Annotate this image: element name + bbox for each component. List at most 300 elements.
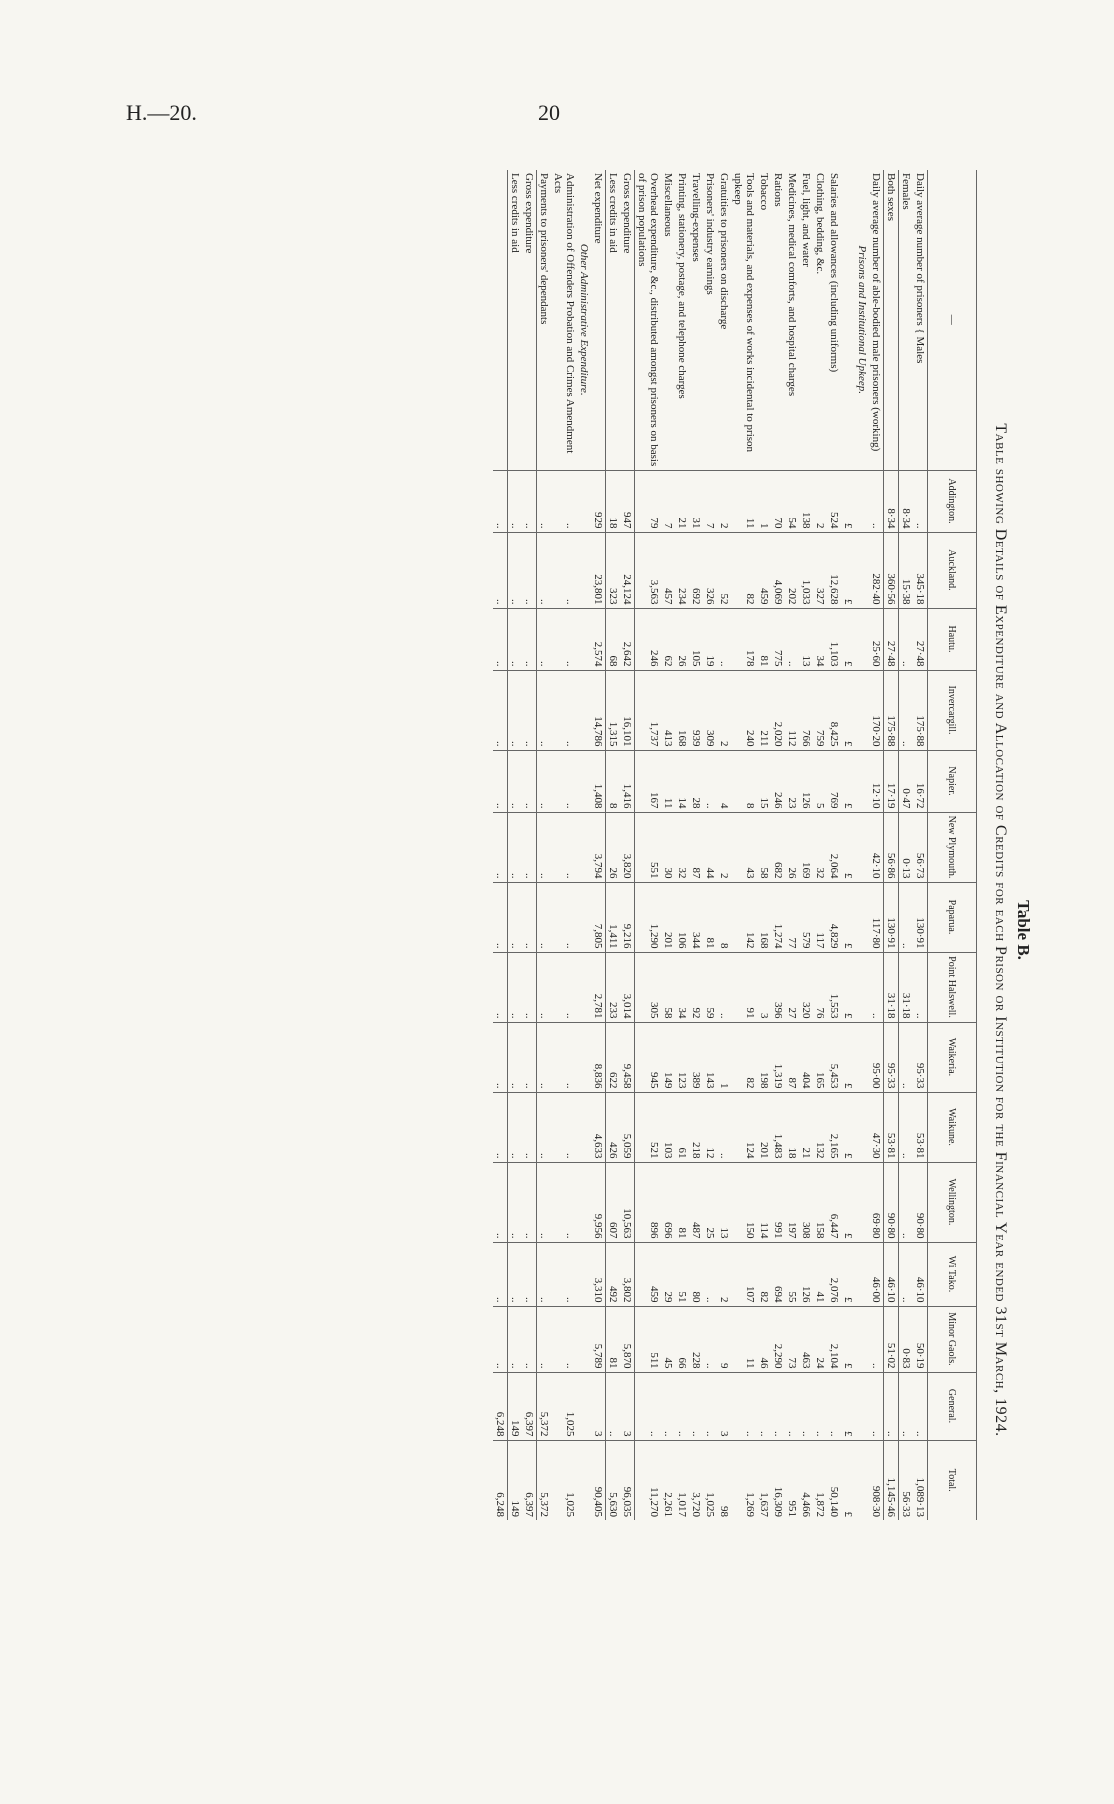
table-cell: 69·80 [869, 1162, 884, 1242]
table-cell: 87 [785, 1022, 799, 1092]
table-cell: .. [537, 882, 552, 952]
empty-cell [577, 812, 591, 882]
table-cell: £ [841, 1162, 855, 1242]
table-cell: .. [869, 1306, 884, 1372]
empty-cell [855, 1022, 869, 1092]
table-cell: 51 [675, 1242, 689, 1306]
table-cell: 5 [813, 750, 827, 812]
table-cell: 24,124 [620, 532, 635, 608]
table-cell: 2,574 [591, 608, 606, 670]
row-label: Printing, stationery, postage, and telephone charges [676, 173, 688, 399]
table-cell: 3,720 [689, 1440, 703, 1520]
table-cell: 775 [771, 608, 785, 670]
table-cell: .. [522, 1242, 537, 1306]
table-cell: 1,319 [771, 1022, 785, 1092]
row-label: Gratuities to prisoners on discharge [718, 173, 730, 330]
table-cell: 34 [675, 952, 689, 1022]
table-cell: .. [913, 470, 928, 532]
table-row [537, 170, 552, 1520]
table-cell: 138 [799, 470, 813, 532]
table-cell: 31·18 [884, 952, 899, 1022]
table-cell: 58 [757, 812, 771, 882]
table-cell: 327 [813, 532, 827, 608]
table-cell: 2 [717, 670, 731, 750]
table-cell: .. [508, 1306, 523, 1372]
table-cell: 12·10 [869, 750, 884, 812]
table-cell: 487 [689, 1162, 703, 1242]
table-cell: 3 [591, 1372, 606, 1440]
table-cell: 126 [799, 750, 813, 812]
row-label: Clothing, bedding, &c. [814, 173, 826, 275]
table-cell: 246 [635, 608, 662, 670]
table-cell: .. [551, 532, 577, 608]
table-cell: 19 [703, 608, 717, 670]
table-cell: £ [841, 750, 855, 812]
table-cell: .. [884, 1372, 899, 1440]
section-row [855, 170, 869, 1520]
table-cell: .. [537, 608, 552, 670]
table-cell: .. [522, 1162, 537, 1242]
table-cell: 21 [799, 1092, 813, 1162]
table-cell: 43 [731, 812, 757, 882]
table-cell: .. [717, 1092, 731, 1162]
table-cell: 1,416 [620, 750, 635, 812]
table-cell: 62 [661, 608, 675, 670]
table-cell: 58 [661, 952, 675, 1022]
table-cell: .. [785, 1372, 799, 1440]
table-cell: 52 [717, 532, 731, 608]
table-cell: £ [841, 1242, 855, 1306]
table-cell: 51·02 [884, 1306, 899, 1372]
table-cell: 3,794 [591, 812, 606, 882]
table-cell: .. [757, 1372, 771, 1440]
table-row [591, 170, 606, 1520]
table-cell: 492 [606, 1242, 621, 1306]
row-label: Gross expenditure [620, 170, 635, 470]
table-cell: .. [799, 1372, 813, 1440]
table-cell: 41 [813, 1242, 827, 1306]
table-cell: 4,466 [799, 1440, 813, 1520]
table-cell: 5,630 [606, 1440, 621, 1520]
table-cell: 165 [813, 1022, 827, 1092]
table-cell: 951 [785, 1440, 799, 1520]
table-cell: £ [841, 1092, 855, 1162]
row-label: Travelling-expenses [690, 173, 702, 262]
table-cell: 91 [731, 952, 757, 1022]
empty-cell [577, 952, 591, 1022]
table-row [508, 170, 523, 1520]
table-cell: .. [606, 1372, 621, 1440]
table-cell: 73 [785, 1306, 799, 1372]
empty-cell [855, 812, 869, 882]
table-cell: .. [913, 952, 928, 1022]
column-header: Paparua. [928, 882, 977, 952]
table-cell: .. [551, 1162, 577, 1242]
table-cell: 1,411 [606, 882, 621, 952]
table-cell: 112 [785, 670, 799, 750]
table-cell: 45 [661, 1306, 675, 1372]
table-cell: 6,397 [522, 1440, 537, 1520]
table-cell: 56·33 [899, 1440, 914, 1520]
table-cell: 2 [813, 470, 827, 532]
table-cell: 27·48 [913, 608, 928, 670]
table-cell: 1 [717, 1022, 731, 1092]
table-row [869, 170, 884, 1520]
table-cell: 7 [661, 470, 675, 532]
table-row [703, 170, 717, 1520]
table-cell: 16,101 [620, 670, 635, 750]
row-label [841, 170, 855, 470]
table-cell: 32 [813, 812, 827, 882]
table-cell: 197 [785, 1162, 799, 1242]
table-cell: 1,017 [675, 1440, 689, 1520]
table-cell: 8·34 [899, 470, 914, 532]
table-cell: 47·30 [869, 1092, 884, 1162]
table-cell: 44 [703, 812, 717, 882]
table-cell: 389 [689, 1022, 703, 1092]
table-cell: 117 [813, 882, 827, 952]
table-cell: .. [493, 670, 508, 750]
table-cell: .. [522, 812, 537, 882]
table-cell: 201 [661, 882, 675, 952]
table-cell: .. [913, 1372, 928, 1440]
row-label: Payments to prisoners' dependants [538, 173, 550, 325]
table-cell: 947 [620, 470, 635, 532]
table-cell: 5,789 [591, 1306, 606, 1372]
table-cell: 202 [785, 532, 799, 608]
table-cell: 15 [757, 750, 771, 812]
table-cell: 2 [717, 470, 731, 532]
table-cell: 95·33 [913, 1022, 928, 1092]
table-cell: 132 [813, 1092, 827, 1162]
table-cell: 66 [675, 1306, 689, 1372]
table-cell: .. [493, 952, 508, 1022]
table-cell: 459 [635, 1242, 662, 1306]
table-cell: 282·40 [869, 532, 884, 608]
table-cell: 6,248 [493, 1372, 508, 1440]
row-label [493, 170, 508, 470]
row-label: Daily average number of able-bodied male prisoners (working) [869, 170, 884, 470]
table-cell: 11,270 [635, 1440, 662, 1520]
table-cell: 345·18 [913, 532, 928, 608]
table-cell: .. [508, 470, 523, 532]
table-cell: 31 [689, 470, 703, 532]
table-cell: 692 [689, 532, 703, 608]
table-cell: 1,025 [551, 1440, 577, 1520]
table-cell: .. [703, 1306, 717, 1372]
table-cell: 426 [606, 1092, 621, 1162]
table-cell: .. [522, 1022, 537, 1092]
row-label: Tobacco [758, 173, 770, 211]
empty-cell [855, 1306, 869, 1372]
table-row [522, 170, 537, 1520]
table-cell: 9 [717, 1306, 731, 1372]
table-cell: 323 [606, 532, 621, 608]
table-cell: 234 [675, 532, 689, 608]
table-cell: .. [522, 952, 537, 1022]
table-cell: .. [703, 1372, 717, 1440]
table-cell: .. [508, 1242, 523, 1306]
column-header: Wi Tako. [928, 1242, 977, 1306]
section-title: Other Administrative Expenditure. [578, 243, 590, 396]
table-cell: 12 [703, 1092, 717, 1162]
row-label: Miscellaneous [662, 173, 674, 237]
empty-cell [577, 608, 591, 670]
table-cell: 1,025 [551, 1372, 577, 1440]
table-cell: 15·38 [899, 532, 914, 608]
table-cell: .. [493, 608, 508, 670]
table-row [493, 170, 508, 1520]
table-cell: .. [493, 882, 508, 952]
table-row [899, 170, 914, 1520]
table-cell: 7,805 [591, 882, 606, 952]
column-header: Auckland. [928, 532, 977, 608]
table-row [841, 170, 855, 1520]
table-cell: 1,025 [703, 1440, 717, 1520]
table-cell: 769 [827, 750, 841, 812]
empty-cell [577, 1242, 591, 1306]
table-cell: .. [537, 1162, 552, 1242]
table-cell: 130·91 [913, 882, 928, 952]
table-cell: 25 [703, 1162, 717, 1242]
table-cell: 168 [675, 670, 689, 750]
table-cell: .. [813, 1372, 827, 1440]
table-cell: 87 [689, 812, 703, 882]
table-cell: .. [551, 882, 577, 952]
table-cell: £ [841, 670, 855, 750]
table-cell: 1,553 [827, 952, 841, 1022]
table-cell: 696 [661, 1162, 675, 1242]
table-cell: 80 [689, 1242, 703, 1306]
empty-cell [577, 670, 591, 750]
table-cell: 463 [799, 1306, 813, 1372]
table-cell: £ [841, 952, 855, 1022]
table-cell: 34 [813, 608, 827, 670]
table-cell: 326 [703, 532, 717, 608]
empty-cell [855, 952, 869, 1022]
table-cell: 908·30 [869, 1440, 884, 1520]
table-cell: 759 [813, 670, 827, 750]
table-cell: 607 [606, 1162, 621, 1242]
table-cell: .. [508, 952, 523, 1022]
table-cell: 14,786 [591, 670, 606, 750]
table-row [731, 170, 757, 1520]
table-cell: £ [841, 1022, 855, 1092]
table-cell: 31·18 [899, 952, 914, 1022]
table-cell: 81 [606, 1306, 621, 1372]
table-cell: 8 [717, 882, 731, 952]
table-cell: 344 [689, 882, 703, 952]
table-cell: 2 [717, 1242, 731, 1306]
empty-cell [855, 882, 869, 952]
section-row [577, 170, 591, 1520]
table-cell: £ [841, 1372, 855, 1440]
expenditure-table [493, 170, 977, 1520]
empty-cell [577, 1440, 591, 1520]
empty-cell [855, 1092, 869, 1162]
table-cell: 404 [799, 1022, 813, 1092]
table-cell: .. [537, 812, 552, 882]
table-cell: .. [537, 1242, 552, 1306]
table-cell: 1,089·13 [913, 1440, 928, 1520]
table-cell: 77 [785, 882, 799, 952]
empty-cell [855, 1440, 869, 1520]
table-cell: .. [869, 470, 884, 532]
row-label: Fuel, light, and water [800, 173, 812, 267]
column-header: Hautu. [928, 608, 977, 670]
table-cell: 396 [771, 952, 785, 1022]
table-cell: .. [508, 1022, 523, 1092]
table-cell: 175·88 [884, 670, 899, 750]
table-cell: .. [537, 470, 552, 532]
column-header: Waikune. [928, 1092, 977, 1162]
table-row [689, 170, 703, 1520]
row-label: Medicines, medical comforts, and hospital charges [786, 173, 798, 397]
table-cell: 42·10 [869, 812, 884, 882]
table-cell: .. [703, 750, 717, 812]
row-label: Salaries and allowances (including uniforms) [828, 173, 840, 373]
table-cell: 70 [771, 470, 785, 532]
table-row [551, 170, 577, 1520]
table-row [620, 170, 635, 1520]
empty-cell [577, 1092, 591, 1162]
table-cell: 92 [689, 952, 703, 1022]
table-cell: 26 [785, 812, 799, 882]
table-cell: 694 [771, 1242, 785, 1306]
table-cell: 5,453 [827, 1022, 841, 1092]
row-label: Tools and materials, and expenses of works incidental to prison upkeep [732, 173, 756, 453]
table-cell: 511 [635, 1306, 662, 1372]
table-cell: 1,033 [799, 532, 813, 608]
table-row [827, 170, 841, 1520]
table-cell: 939 [689, 670, 703, 750]
table-cell: 16·72 [913, 750, 928, 812]
table-cell: 320 [799, 952, 813, 1022]
empty-cell [577, 1372, 591, 1440]
table-cell: 149 [508, 1372, 523, 1440]
table-cell: .. [537, 952, 552, 1022]
table-cell: .. [522, 470, 537, 532]
table-cell: 32 [675, 812, 689, 882]
table-cell: 3,802 [620, 1242, 635, 1306]
table-cell: 149 [508, 1440, 523, 1520]
table-cell: 5,059 [620, 1092, 635, 1162]
table-cell: £ [841, 470, 855, 532]
table-cell: .. [508, 1092, 523, 1162]
table-cell: .. [689, 1372, 703, 1440]
empty-cell [855, 470, 869, 532]
table-cell: 991 [771, 1162, 785, 1242]
table-cell: 0·83 [899, 1306, 914, 1372]
row-label: Rations [772, 173, 784, 207]
table-cell: 23 [785, 750, 799, 812]
table-cell: 96,035 [620, 1440, 635, 1520]
table-cell: .. [899, 1022, 914, 1092]
table-cell: 233 [606, 952, 621, 1022]
table-cell: .. [551, 750, 577, 812]
table-cell: 8 [606, 750, 621, 812]
table-cell: 3 [757, 952, 771, 1022]
table-cell: 81 [675, 1162, 689, 1242]
table-cell: .. [522, 532, 537, 608]
table-cell: .. [522, 670, 537, 750]
table-cell: .. [522, 1092, 537, 1162]
table-cell: .. [493, 1092, 508, 1162]
table-cell: 2,165 [827, 1092, 841, 1162]
table-cell: 124 [731, 1092, 757, 1162]
table-cell: 68 [606, 608, 621, 670]
table-cell: .. [675, 1372, 689, 1440]
table-cell: 117·80 [869, 882, 884, 952]
table-cell: .. [537, 670, 552, 750]
table-cell: 46·10 [884, 1242, 899, 1306]
table-cell: £ [841, 882, 855, 952]
table-cell: .. [899, 1372, 914, 1440]
table-cell: 2,104 [827, 1306, 841, 1372]
table-cell: 3 [717, 1372, 731, 1440]
table-cell: 90·80 [884, 1162, 899, 1242]
table-cell: .. [551, 812, 577, 882]
table-cell: 95·00 [869, 1022, 884, 1092]
table-cell: .. [899, 1162, 914, 1242]
table-cell: 308 [799, 1162, 813, 1242]
table-cell: £ [841, 1306, 855, 1372]
table-cell: .. [537, 750, 552, 812]
table-cell: .. [522, 750, 537, 812]
empty-cell [577, 882, 591, 952]
table-cell: 4,069 [771, 532, 785, 608]
table-cell: .. [731, 1372, 757, 1440]
table-cell: 2,020 [771, 670, 785, 750]
table-cell: 2,290 [771, 1306, 785, 1372]
table-cell: 21 [675, 470, 689, 532]
empty-cell [577, 1022, 591, 1092]
table-cell: 3,563 [635, 532, 662, 608]
column-header: General. [928, 1372, 977, 1440]
empty-cell [855, 670, 869, 750]
table-cell: 168 [757, 882, 771, 952]
column-header: Wellington. [928, 1162, 977, 1242]
table-cell: .. [508, 750, 523, 812]
table-cell: £ [841, 608, 855, 670]
table-cell: 150 [731, 1162, 757, 1242]
table-cell: 3,014 [620, 952, 635, 1022]
table-cell: 61 [675, 1092, 689, 1162]
table-cell: 682 [771, 812, 785, 882]
column-header: Minor Gaols. [928, 1306, 977, 1372]
table-cell: 50,140 [827, 1440, 841, 1520]
table-cell: .. [635, 1372, 662, 1440]
table-cell: .. [551, 1306, 577, 1372]
document-header-left: H.—20. [126, 100, 197, 125]
table-cell: 457 [661, 532, 675, 608]
table-cell: 5,870 [620, 1306, 635, 1372]
table-cell: 16,309 [771, 1440, 785, 1520]
table-cell: 114 [757, 1162, 771, 1242]
table-cell: 24 [813, 1306, 827, 1372]
table-cell: 105 [689, 608, 703, 670]
table-cell: 459 [757, 532, 771, 608]
table-cell: 123 [675, 1022, 689, 1092]
table-cell: .. [522, 608, 537, 670]
rotated-table-page [155, 150, 1035, 1710]
row-label: Overhead expenditure, &c., distributed amongst prisoners on basis of prison populations [636, 173, 660, 467]
table-cell: .. [537, 1022, 552, 1092]
row-label: Net expenditure [591, 170, 606, 470]
table-cell: 2,642 [620, 608, 635, 670]
table-cell: 12,628 [827, 532, 841, 608]
table-cell: 28 [689, 750, 703, 812]
